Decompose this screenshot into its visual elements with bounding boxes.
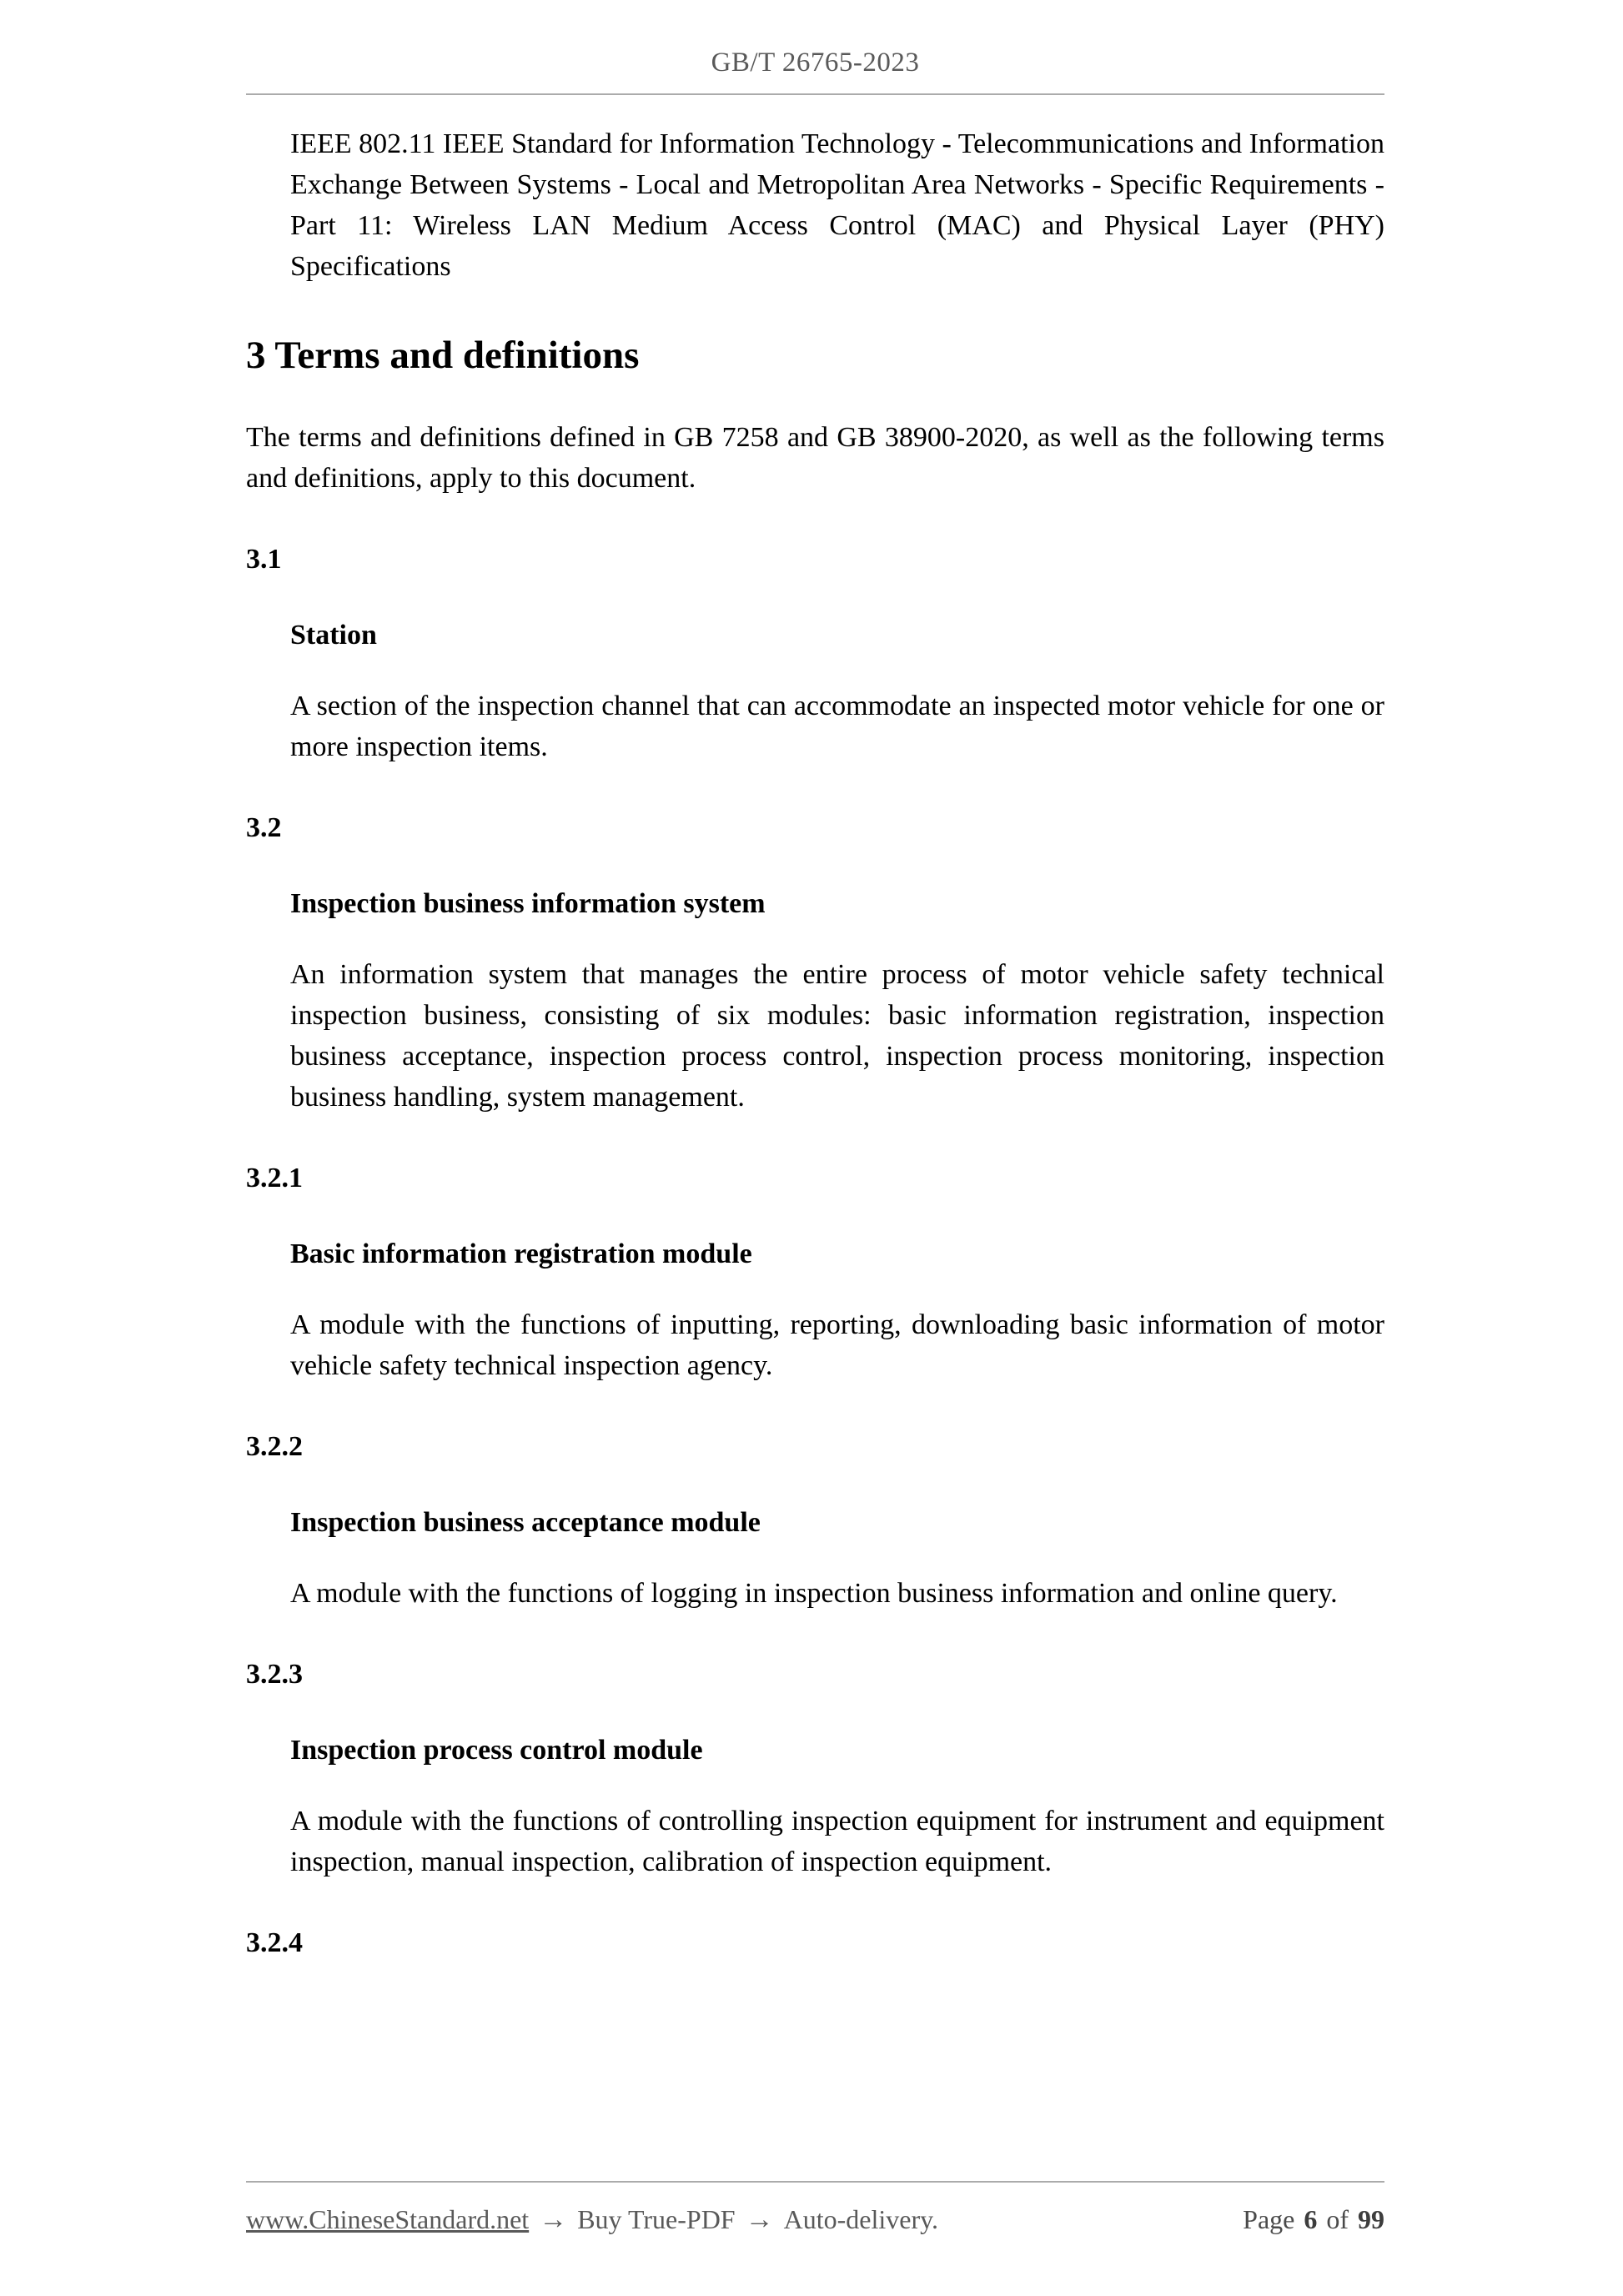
page-footer	[246, 2166, 1384, 2236]
term-number: 3.2.1	[246, 1163, 303, 1194]
total-pages: 99	[1358, 2204, 1384, 2234]
footer-promo	[246, 2204, 938, 2236]
term-definition: A module with the functions of logging in inspection business information and online query.	[290, 1578, 1338, 1610]
term-definition: A module with the functions of inputting, reporting, downloading basic information of motor vehicle safety technical inspection agency.	[290, 1309, 1384, 1382]
term-number: 3.2.3	[246, 1659, 303, 1691]
term-name: Basic information registration module	[290, 1238, 752, 1270]
term-name: Inspection business information system	[290, 888, 766, 920]
term-entry	[246, 1922, 1384, 1963]
page-label: Page	[1243, 2204, 1295, 2234]
term-definition: A section of the inspection channel that can accommodate an inspected motor vehicle for one or more inspection items.	[290, 691, 1384, 763]
delivery-text: Auto-delivery.	[783, 2204, 939, 2234]
term-name: Inspection business acceptance module	[290, 1507, 761, 1539]
term-entry	[246, 1158, 1384, 1386]
arrow-icon: →	[745, 2204, 774, 2235]
term-number: 3.2	[246, 812, 282, 844]
buy-text: Buy True-PDF	[577, 2204, 736, 2234]
section-heading: 3 Terms and definitions	[246, 334, 640, 377]
reference-paragraph: IEEE 802.11 IEEE Standard for Information Technology - Telecommunications and Information Exchange Between Systems - Local and Metropolitan Area Networks - Specific Requirements - Part 11: Wireless LAN Medium Access Control (MAC) and Physical Layer (PHY) Specifications	[290, 128, 1384, 282]
term-number: 3.2.2	[246, 1431, 303, 1463]
standard-code: GB/T 26765-2023	[711, 48, 920, 78]
term-definition: A module with the functions of controlling inspection equipment for instrument and equipment inspection, manual inspection, calibration of inspection equipment.	[290, 1806, 1384, 1878]
term-definition: An information system that manages the entire process of motor vehicle safety technical inspection business, consisting of six modules: basic information registration, inspection business acceptance, inspection process control, inspection process monitoring, inspection business handling, system management.	[290, 959, 1384, 1113]
of-label: of	[1326, 2204, 1349, 2234]
page-indicator	[1243, 2204, 1384, 2235]
site-link[interactable]: www.ChineseStandard.net	[246, 2204, 530, 2234]
page-number: 6	[1304, 2204, 1318, 2234]
page-header	[0, 0, 1623, 95]
term-name: Station	[290, 620, 377, 651]
term-entry	[246, 1654, 1384, 1882]
header-divider	[246, 93, 1384, 95]
term-entry	[246, 1426, 1384, 1614]
term-entry	[246, 539, 1384, 767]
term-name: Inspection process control module	[290, 1735, 703, 1766]
arrow-icon: →	[539, 2204, 568, 2235]
document-content	[0, 123, 1623, 1963]
footer-divider	[246, 2181, 1384, 2183]
section-intro: The terms and definitions defined in GB 7258 and GB 38900-2020, as well as the following terms and definitions, apply to this document.	[246, 422, 1384, 495]
term-entry	[246, 807, 1384, 1118]
term-number: 3.2.4	[246, 1927, 303, 1959]
term-number: 3.1	[246, 544, 282, 575]
